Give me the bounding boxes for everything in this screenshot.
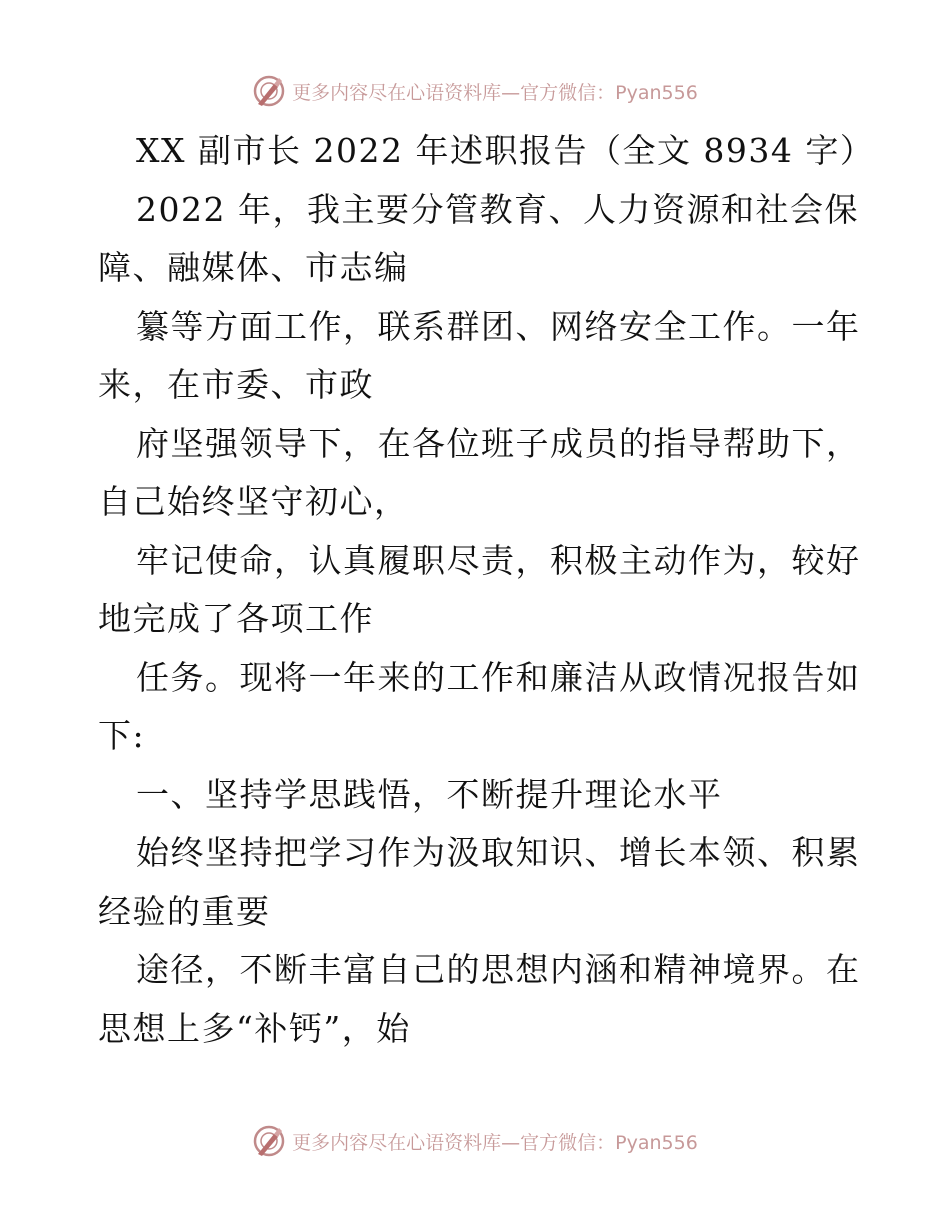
text-line: 障、融媒体、市志编 bbox=[98, 248, 409, 287]
text-line: 下: bbox=[98, 716, 146, 755]
text-line: 地完成了各项工作 bbox=[98, 599, 374, 638]
document-title: XX 副市长 2022 年述职报告（全文 8934 字） bbox=[136, 131, 875, 170]
text-line: 自己始终坚守初心， bbox=[98, 482, 409, 521]
text-line: 纂等方面工作，联系群团、网络安全工作。一年 bbox=[136, 306, 861, 346]
text-line: 一、坚持学思践悟，不断提升理论水平 bbox=[136, 774, 723, 814]
text-line: 2022 年，我主要分管教育、人力资源和社会保 bbox=[136, 189, 859, 229]
text-line: 始终坚持把学习作为汲取知识、增长本领、积累 bbox=[136, 833, 861, 872]
text-line: 经验的重要 bbox=[98, 891, 271, 931]
text-line: 来，在市委、市政 bbox=[98, 365, 374, 404]
watermark-text: 更多内容尽在心语资料库—官方微信：Pyan556 bbox=[292, 1131, 698, 1154]
text-line: 府坚强领导下，在各位班子成员的指导帮助下， bbox=[136, 423, 861, 463]
pen-circle-logo-icon bbox=[252, 74, 286, 108]
pen-circle-logo-icon bbox=[252, 1124, 286, 1158]
text-line: 牢记使命，认真履职尽责，积极主动作为，较好 bbox=[136, 540, 861, 580]
document-body bbox=[98, 122, 875, 1058]
header-watermark bbox=[0, 74, 950, 108]
text-line: 任务。现将一年来的工作和廉洁从政情况报告如 bbox=[136, 657, 861, 697]
text-line: 思想上多“补钙”，始 bbox=[98, 1008, 411, 1048]
footer-watermark bbox=[0, 1124, 950, 1158]
text-line: 途径，不断丰富自己的思想内涵和精神境界。在 bbox=[136, 950, 861, 989]
watermark-text: 更多内容尽在心语资料库—官方微信：Pyan556 bbox=[292, 81, 698, 104]
